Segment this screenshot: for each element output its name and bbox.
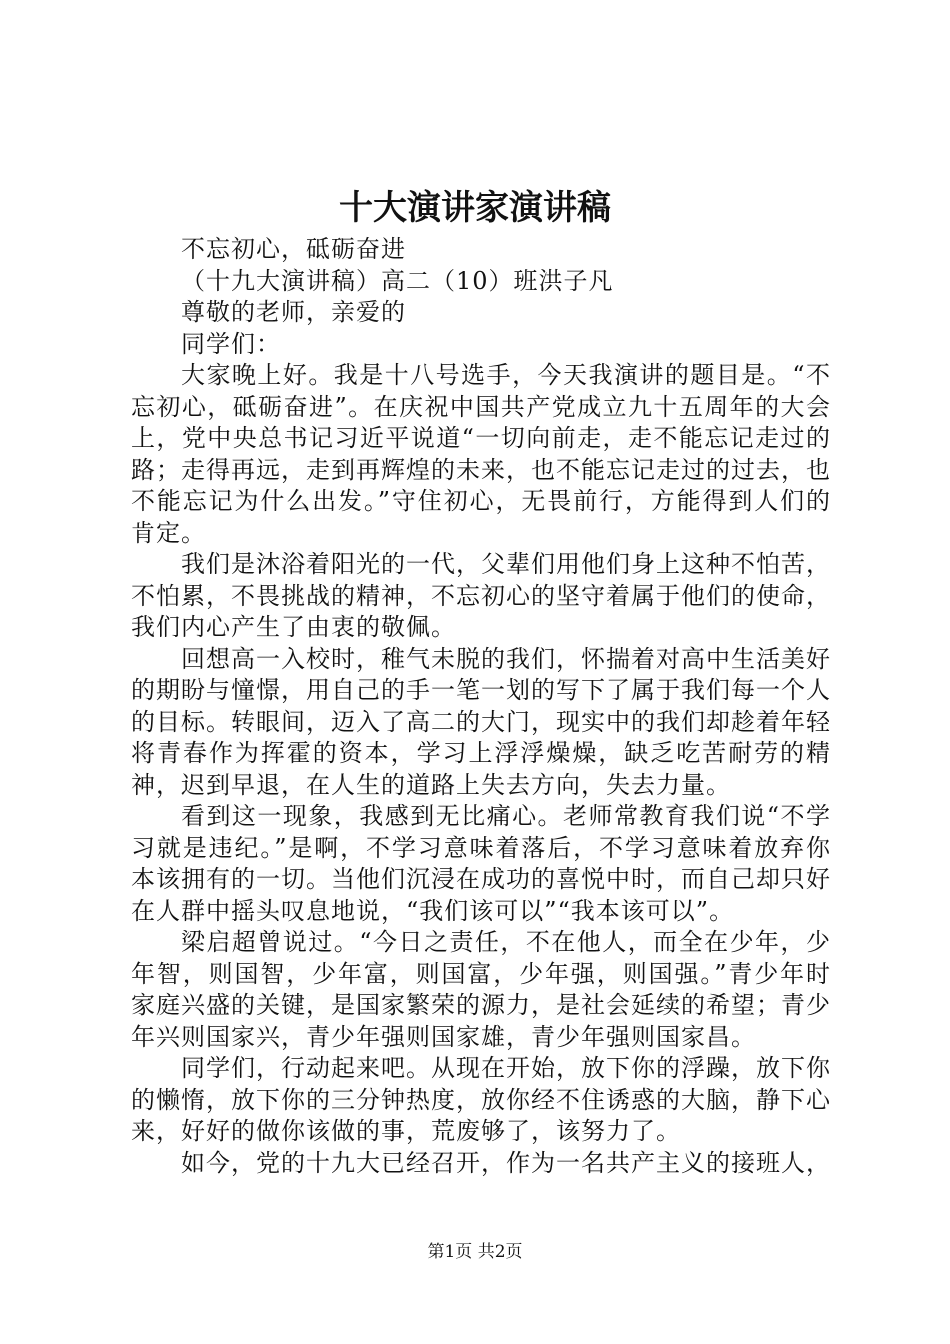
page-number-footer: 第1页 共2页	[427, 1242, 523, 1262]
paragraph: 回想高一入校时，稚气未脱的我们，怀揣着对高中生活美好的期盼与憧憬，用自己的手一笔一划的写下了属于我们每一个人的目标。转眼间，迈入了高二的大门，现实中的我们却趁着年轻将青春作为挥霍的资本，学习上浮浮燥燥，缺乏吃苦耐劳的精神，迟到早退，在人生的道路上失去方向，失去力量。	[131, 644, 831, 799]
paragraph: 大家晚上好。我是十八号选手，今天我演讲的题目是。“不忘初心，砥砺奋进”。在庆祝中国共产党成立九十五周年的大会上，党中央总书记习近平说道“一切向前走，走不能忘记走过的路；走得再远，走到再辉煌的未来，也不能忘记走过的过去，也不能忘记为什么出发。”守住初心，无畏前行，方能得到人们的肯定。	[131, 361, 831, 547]
paragraph: 如今，党的十九大已经召开，作为一名共产主义的接班人，	[181, 1148, 831, 1177]
author-line: （十九大演讲稿）高二（10）班洪子凡	[181, 266, 614, 295]
document-body	[131, 234, 831, 1179]
paragraph: 看到这一现象，我感到无比痛心。老师常教育我们说“不学习就是违纪。”是啊，不学习意味着落后，不学习意味着放弃你本该拥有的一切。当他们沉浸在成功的喜悦中时，而自己却只好在人群中摇头叹息地说，“我们该可以”“我本该可以”。	[131, 802, 831, 925]
document-title: 十大演讲家演讲稿	[339, 188, 611, 228]
paragraph: 我们是沐浴着阳光的一代，父辈们用他们身上这种不怕苦，不怕累，不畏挑战的精神，不忘初心的坚守着属于他们的使命，我们内心产生了由衷的敬佩。	[131, 550, 831, 641]
paragraph: 梁启超曾说过。“今日之责任，不在他人，而全在少年，少年智，则国智，少年富，则国富，少年强，则国强。”青少年时家庭兴盛的关键，是国家繁荣的源力，是社会延续的希望；青少年兴则国家兴，青少年强则国家雄，青少年强则国家昌。	[131, 928, 831, 1051]
subtitle-line: 不忘初心，砥砺奋进	[181, 235, 406, 263]
salutation-line: 尊敬的老师，亲爱的	[181, 298, 406, 326]
paragraph: 同学们，行动起来吧。从现在开始，放下你的浮躁，放下你的懒惰，放下你的三分钟热度，放你经不住诱惑的大脑，静下心来，好好的做你该做的事，荒废够了，该努力了。	[131, 1054, 831, 1145]
salutation-line-2: 同学们：	[181, 329, 281, 358]
